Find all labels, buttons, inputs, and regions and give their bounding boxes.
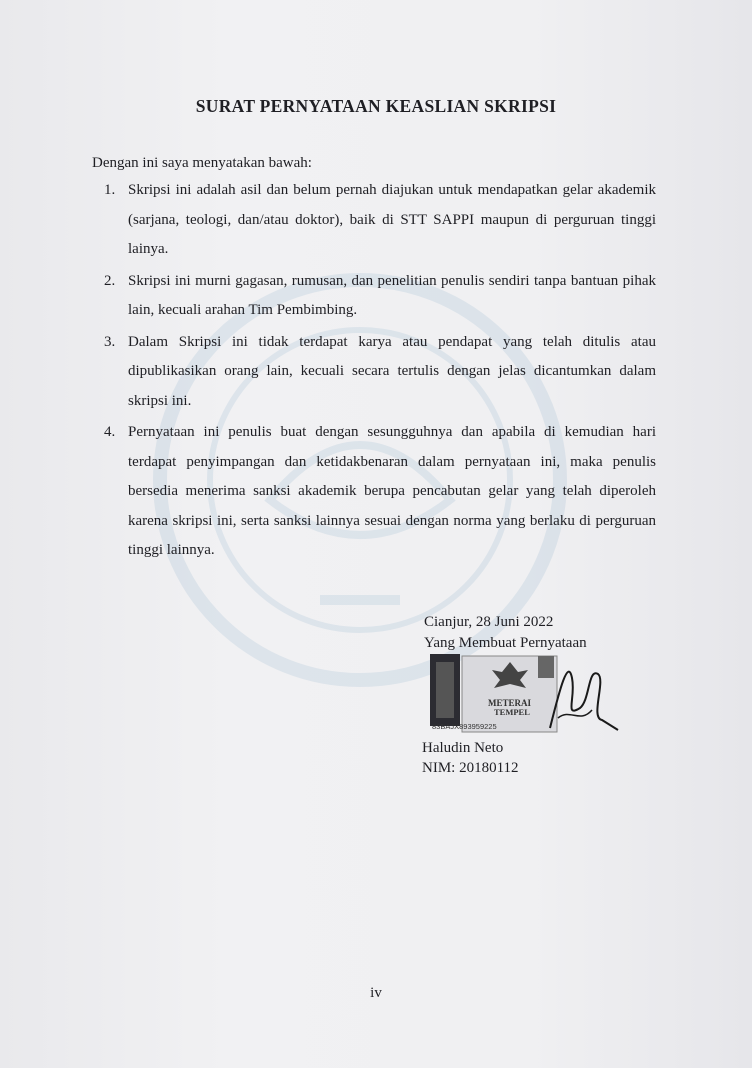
stamp-label: METERAI	[488, 698, 532, 708]
statement-text: Skripsi ini adalah asil dan belum pernah diajukan untuk mendapatkan gelar akademik (sarjana, teologi, dan/atau doktor), baik di STT SAPPI maupun di perguruan tinggi lainya.	[128, 182, 656, 257]
statement-item	[104, 418, 656, 566]
statement-number: 4.	[104, 424, 116, 440]
stamp-label: TEMPEL	[494, 707, 530, 717]
signature-scribble	[550, 672, 618, 730]
statement-item	[104, 328, 656, 417]
intro-text: Dengan ini saya menyatakan bawah:	[92, 155, 312, 171]
document-title: SURAT PERNYATAAN KEASLIAN SKRIPSI	[195, 96, 557, 116]
statement-item	[104, 267, 656, 326]
page-number: iv	[370, 985, 382, 1001]
statement-text: Pernyataan ini penulis buat dengan sesungguhnya dan apabila di kemudian hari terdapat penyimpangan dan ketidakbenaran dalam pernyataan ini, maka penulis bersedia menerima sanksi akademik berupa pencabutan gelar yang telah diperoleh karena skripsi ini, serta sanksi lainnya sesuai dengan norma yang berlaku di perguruan tinggi lainnya.	[128, 424, 656, 558]
meterai-stamp	[430, 648, 620, 742]
statement-number: 1.	[104, 182, 116, 198]
statement-list	[104, 176, 656, 568]
signer-nim: NIM: 20180112	[422, 760, 519, 776]
statement-text: Dalam Skripsi ini tidak terdapat karya atau pendapat yang telah ditulis atau dipublikasikan orang lain, kecuali secara tertulis dengan jelas dicantumkan dalam skripsi ini.	[128, 333, 656, 409]
signer-role: Yang Membuat Pernyataan	[424, 635, 587, 651]
stamp-serial: 83BAJX893959225	[432, 722, 497, 731]
stamp-corner-mark	[538, 656, 554, 678]
statement-number: 3.	[104, 333, 116, 350]
statement-number: 2.	[104, 272, 116, 289]
statement-item	[104, 176, 656, 265]
stamp-barcode-inner	[436, 662, 454, 718]
signer-name: Haludin Neto	[422, 740, 504, 756]
statement-text: Skripsi ini murni gagasan, rumusan, dan penelitian penulis sendiri tanpa bantuan pihak lain, kecuali arahan Tim Pembimbing.	[128, 272, 656, 318]
place-date: Cianjur, 28 Juni 2022	[424, 614, 554, 630]
